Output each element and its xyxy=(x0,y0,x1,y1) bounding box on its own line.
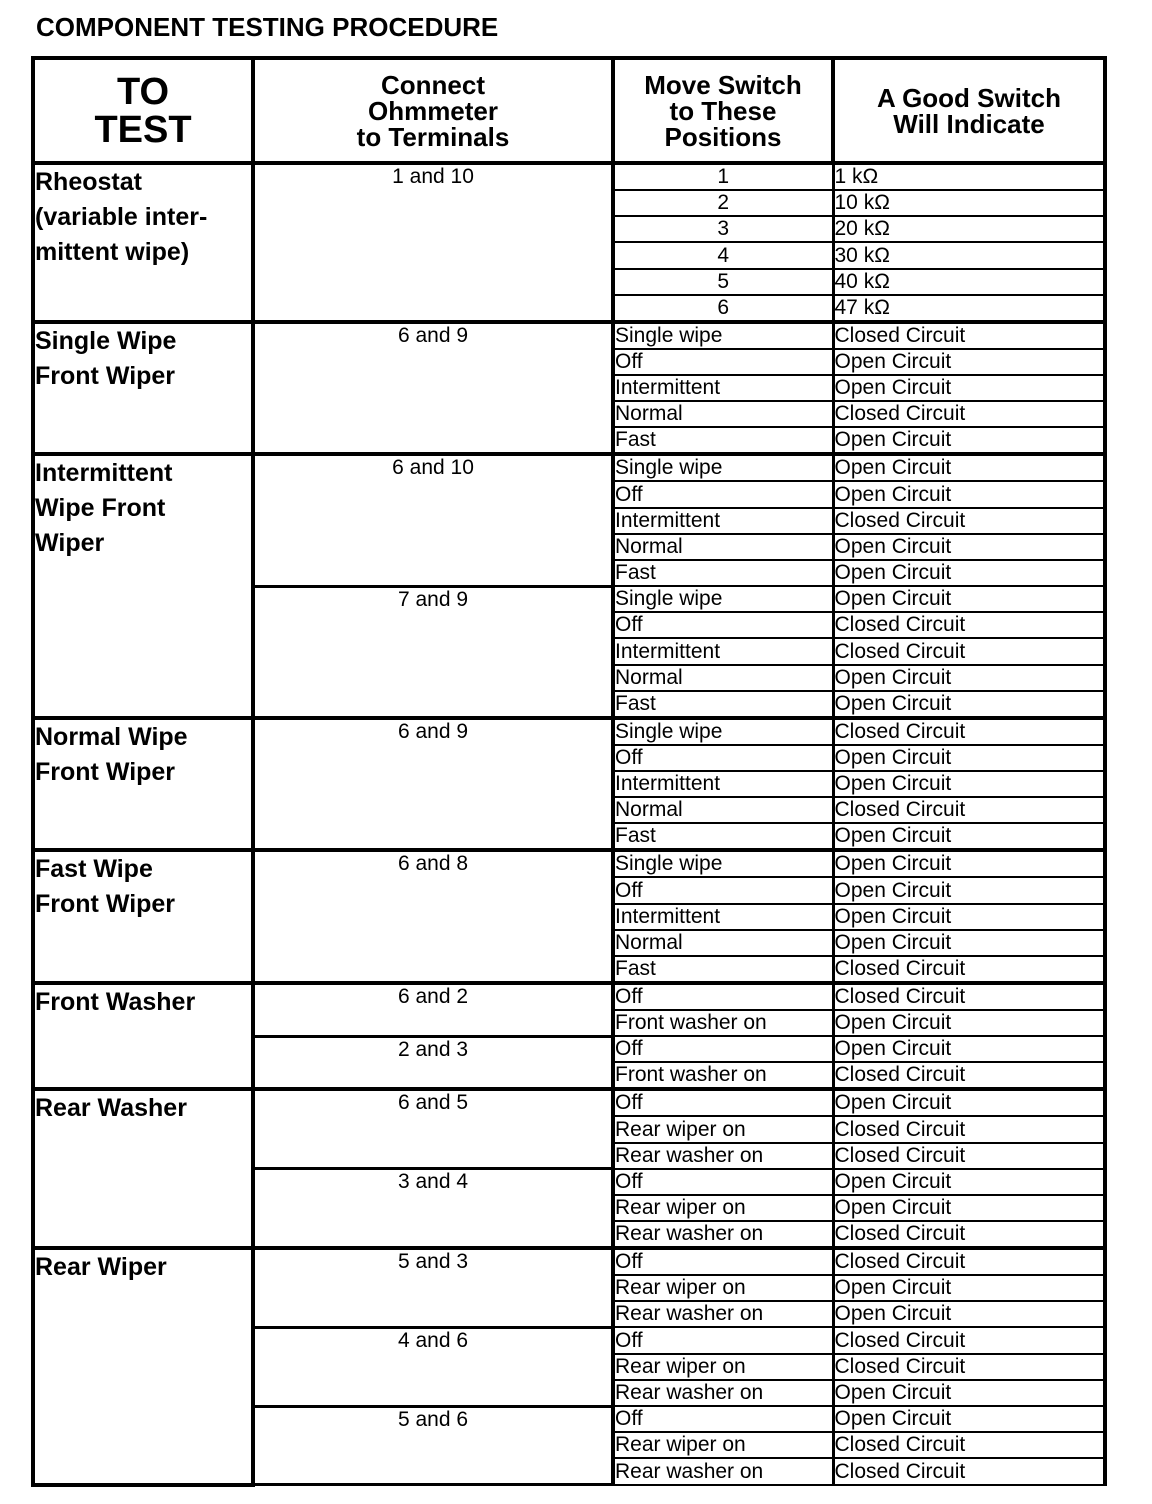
indication-cell: Open Circuit xyxy=(833,1089,1105,1116)
indication-cell: Open Circuit xyxy=(833,454,1105,481)
terminals-cell: 2 and 3 xyxy=(253,1036,613,1089)
header-switch-positions xyxy=(613,58,833,163)
indication-cell: Open Circuit xyxy=(833,904,1105,930)
test-name-cell xyxy=(33,454,253,718)
switch-position-cell: Off xyxy=(613,1248,833,1275)
test-name-cell xyxy=(33,983,253,1089)
terminals-cell: 5 and 3 xyxy=(253,1248,613,1327)
terminals-cell: 5 and 6 xyxy=(253,1406,613,1485)
header-connect-terminals xyxy=(253,58,613,163)
indication-cell: Closed Circuit xyxy=(833,1143,1105,1169)
indication-cell: Open Circuit xyxy=(833,771,1105,797)
switch-position-cell: Rear wiper on xyxy=(613,1354,833,1380)
indication-cell: Open Circuit xyxy=(833,375,1105,401)
switch-position-cell: Off xyxy=(613,1089,833,1116)
header-line: Ohmmeter xyxy=(367,95,499,126)
switch-position-cell: Off xyxy=(613,1406,833,1432)
terminals-cell: 6 and 2 xyxy=(253,983,613,1036)
indication-cell: 47 kΩ xyxy=(833,295,1105,322)
switch-position-cell: Off xyxy=(613,877,833,903)
switch-position-cell: Intermittent xyxy=(613,508,833,534)
indication-cell: Open Circuit xyxy=(833,745,1105,771)
indication-cell: Open Circuit xyxy=(833,930,1105,956)
indication-cell: Open Circuit xyxy=(833,534,1105,560)
switch-position-cell: Fast xyxy=(613,691,833,718)
terminals-cell: 6 and 9 xyxy=(253,718,613,851)
switch-position-cell: Front washer on xyxy=(613,1062,833,1089)
switch-position-cell: Off xyxy=(613,745,833,771)
indication-cell: Closed Circuit xyxy=(833,797,1105,823)
indication-cell: Closed Circuit xyxy=(833,638,1105,664)
switch-position-cell: Off xyxy=(613,983,833,1010)
terminals-cell: 3 and 4 xyxy=(253,1169,613,1248)
indication-cell: 30 kΩ xyxy=(833,242,1105,268)
switch-position-cell: Rear wiper on xyxy=(613,1116,833,1142)
header-line: Will Indicate xyxy=(893,108,1045,139)
indication-cell: Open Circuit xyxy=(833,427,1105,454)
indication-cell: Open Circuit xyxy=(833,850,1105,877)
switch-position-cell: Off xyxy=(613,1327,833,1353)
switch-position-cell: Intermittent xyxy=(613,638,833,664)
switch-position-cell: 1 xyxy=(613,163,833,190)
table-row xyxy=(33,163,1105,190)
switch-position-cell: Rear wiper on xyxy=(613,1275,833,1301)
indication-cell: Closed Circuit xyxy=(833,1432,1105,1458)
switch-position-cell: Front washer on xyxy=(613,1010,833,1036)
indication-cell: Open Circuit xyxy=(833,1036,1105,1062)
table-row xyxy=(33,983,1105,1010)
switch-position-cell: Single wipe xyxy=(613,850,833,877)
indication-cell: Closed Circuit xyxy=(833,508,1105,534)
indication-cell: Closed Circuit xyxy=(833,1327,1105,1353)
table-body xyxy=(33,163,1105,1485)
indication-cell: Open Circuit xyxy=(833,1380,1105,1406)
indication-cell: Open Circuit xyxy=(833,1406,1105,1432)
header-good-switch xyxy=(833,58,1105,163)
switch-position-cell: Intermittent xyxy=(613,904,833,930)
test-name-cell xyxy=(33,850,253,983)
switch-position-cell: Rear washer on xyxy=(613,1143,833,1169)
test-name-cell xyxy=(33,1089,253,1248)
indication-cell: Open Circuit xyxy=(833,481,1105,507)
indication-cell: Open Circuit xyxy=(833,877,1105,903)
table-row xyxy=(33,1248,1105,1275)
test-name-line: mittent wipe) xyxy=(35,238,190,266)
switch-position-cell: Normal xyxy=(613,534,833,560)
indication-cell: Closed Circuit xyxy=(833,322,1105,349)
header-line: Connect xyxy=(381,69,485,100)
indication-cell: Open Circuit xyxy=(833,1010,1105,1036)
indication-cell: Open Circuit xyxy=(833,823,1105,850)
header-row xyxy=(33,58,1105,163)
indication-cell: Closed Circuit xyxy=(833,1354,1105,1380)
indication-cell: Open Circuit xyxy=(833,1169,1105,1195)
indication-cell: Open Circuit xyxy=(833,1275,1105,1301)
test-name-line: Wipe Front xyxy=(35,494,166,523)
indication-cell: Open Circuit xyxy=(833,349,1105,375)
table-row xyxy=(33,454,1105,481)
document-title: COMPONENT TESTING PROCEDURE xyxy=(36,12,499,42)
switch-position-cell: Single wipe xyxy=(613,718,833,745)
header-line: TO xyxy=(116,70,170,113)
switch-position-cell: Off xyxy=(613,1169,833,1195)
switch-position-cell: Intermittent xyxy=(613,771,833,797)
indication-cell: 10 kΩ xyxy=(833,190,1105,216)
switch-position-cell: Off xyxy=(613,612,833,638)
switch-position-cell: Normal xyxy=(613,797,833,823)
switch-position-cell: Off xyxy=(613,1036,833,1062)
switch-position-cell: Rear wiper on xyxy=(613,1195,833,1221)
indication-cell: Open Circuit xyxy=(833,1301,1105,1327)
indication-cell: Open Circuit xyxy=(833,665,1105,691)
indication-cell: 1 kΩ xyxy=(833,163,1105,190)
indication-cell: Open Circuit xyxy=(833,560,1105,586)
terminals-cell: 6 and 9 xyxy=(253,322,613,455)
terminals-cell: 7 and 9 xyxy=(253,586,613,718)
indication-cell: Closed Circuit xyxy=(833,1248,1105,1275)
terminals-cell: 6 and 8 xyxy=(253,850,613,983)
switch-position-cell: 2 xyxy=(613,190,833,216)
switch-position-cell: Fast xyxy=(613,956,833,983)
switch-position-cell: Intermittent xyxy=(613,375,833,401)
switch-position-cell: Rear washer on xyxy=(613,1301,833,1327)
header-line: to Terminals xyxy=(356,121,510,152)
test-name-cell xyxy=(33,1248,253,1485)
switch-position-cell: Rear washer on xyxy=(613,1221,833,1248)
switch-position-cell: Rear washer on xyxy=(613,1380,833,1406)
header-line: A Good Switch xyxy=(877,82,1061,113)
switch-position-cell: Rear washer on xyxy=(613,1458,833,1484)
indication-cell: Open Circuit xyxy=(833,1195,1105,1221)
test-name-line: Front Wiper xyxy=(35,890,176,919)
indication-cell: Closed Circuit xyxy=(833,956,1105,983)
table-row xyxy=(33,322,1105,349)
header-line: Positions xyxy=(664,121,782,152)
indication-cell: Closed Circuit xyxy=(833,1062,1105,1089)
test-name-line: Normal Wipe xyxy=(35,722,188,751)
indication-cell: Closed Circuit xyxy=(833,401,1105,427)
switch-position-cell: Fast xyxy=(613,427,833,454)
switch-position-cell: Single wipe xyxy=(613,322,833,349)
test-name-line: Rear Wiper xyxy=(35,1253,167,1282)
switch-position-cell: 3 xyxy=(613,216,833,242)
indication-cell: Closed Circuit xyxy=(833,983,1105,1010)
test-name-cell xyxy=(33,163,253,322)
switch-position-cell: Normal xyxy=(613,930,833,956)
terminals-cell: 4 and 6 xyxy=(253,1327,613,1406)
switch-position-cell: Single wipe xyxy=(613,586,833,612)
switch-position-cell: Off xyxy=(613,349,833,375)
table-row xyxy=(33,718,1105,745)
switch-position-cell: Off xyxy=(613,481,833,507)
terminals-cell: 6 and 5 xyxy=(253,1089,613,1168)
indication-cell: Open Circuit xyxy=(833,691,1105,718)
switch-position-cell: 4 xyxy=(613,242,833,268)
indication-cell: Closed Circuit xyxy=(833,1116,1105,1142)
switch-position-cell: Rear wiper on xyxy=(613,1432,833,1458)
table-row xyxy=(33,850,1105,877)
header-line: to These xyxy=(669,95,777,126)
test-name-line: Fast Wipe xyxy=(35,855,153,884)
table-row xyxy=(33,1089,1105,1116)
switch-position-cell: 5 xyxy=(613,269,833,295)
test-name-line: Single Wipe xyxy=(35,326,177,355)
indication-cell: 20 kΩ xyxy=(833,216,1105,242)
indication-cell: Open Circuit xyxy=(833,586,1105,612)
switch-position-cell: Fast xyxy=(613,823,833,850)
test-name-line: (variable inter- xyxy=(35,203,208,231)
test-name-line: Wiper xyxy=(35,529,105,558)
terminals-cell: 1 and 10 xyxy=(253,163,613,322)
test-name-line: Rheostat xyxy=(35,168,142,196)
test-name-cell xyxy=(33,322,253,455)
test-name-line: Front Wiper xyxy=(35,361,176,390)
header-line: TEST xyxy=(94,108,192,151)
test-name-cell xyxy=(33,718,253,851)
switch-position-cell: Single wipe xyxy=(613,454,833,481)
indication-cell: Closed Circuit xyxy=(833,1221,1105,1248)
switch-position-cell: Normal xyxy=(613,401,833,427)
switch-position-cell: Normal xyxy=(613,665,833,691)
indication-cell: Closed Circuit xyxy=(833,718,1105,745)
switch-position-cell: Fast xyxy=(613,560,833,586)
test-name-line: Intermittent xyxy=(35,459,173,488)
indication-cell: Closed Circuit xyxy=(833,612,1105,638)
test-name-line: Front Washer xyxy=(35,987,196,1016)
indication-cell: Closed Circuit xyxy=(833,1458,1105,1484)
indication-cell: 40 kΩ xyxy=(833,269,1105,295)
test-name-line: Rear Washer xyxy=(35,1094,187,1123)
header-to-test xyxy=(33,58,253,163)
header-line: Move Switch xyxy=(644,69,802,100)
component-testing-table xyxy=(31,56,1107,1487)
test-name-line: Front Wiper xyxy=(35,757,176,786)
terminals-cell: 6 and 10 xyxy=(253,454,613,586)
switch-position-cell: 6 xyxy=(613,295,833,322)
